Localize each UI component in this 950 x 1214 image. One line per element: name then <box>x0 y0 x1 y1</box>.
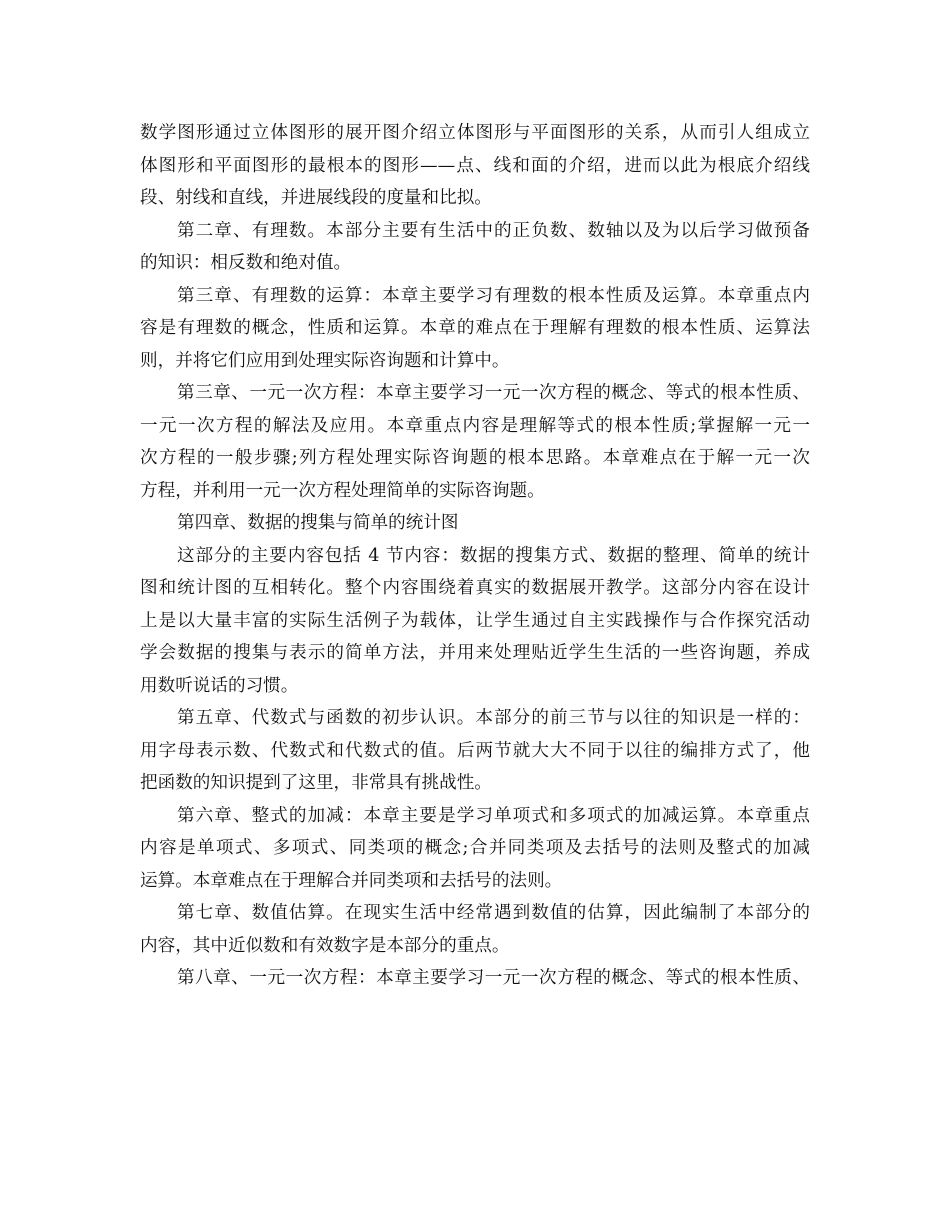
text-line <box>140 345 810 378</box>
text-line-content: 第七章、数值估算。在现实生活中经常遇到数值的估算，因此编制了本部分的 <box>177 903 810 923</box>
text-line <box>140 962 810 995</box>
text-line-content: 内容是单项式、多项式、同类项的概念;合并同类项及去括号的法则及整式的加减 <box>140 838 810 858</box>
text-line-content: 则，并将它们应用到处理实际咨询题和计算中。 <box>140 350 510 371</box>
text-line-content: 学会数据的搜集与表示的简单方法，并用来处理贴近学生生活的一些咨询题，养成 <box>140 643 810 663</box>
text-line-content: 上是以大量丰富的实际生活例子为载体，让学生通过自主实践操作与合作探究活动 <box>140 610 810 631</box>
text-line <box>140 767 810 800</box>
text-line <box>140 637 810 670</box>
text-line-content: 这部分的主要内容包括 4 节内容：数据的搜集方式、数据的整理、简单的统计 <box>177 545 810 566</box>
text-line <box>140 897 810 930</box>
text-line-content: 内容，其中近似数和有效数字是本部分的重点。 <box>140 935 510 956</box>
text-line-content: 第三章、一元一次方程：本章主要学习一元一次方程的概念、等式的根本性质、 <box>177 383 810 403</box>
text-line-content: 次方程的一般步骤;列方程处理实际咨询题的根本思路。本章难点在于解一元一次 <box>140 448 810 468</box>
text-line-content: 把函数的知识提到了这里，非常具有挑战性。 <box>140 773 492 793</box>
text-line <box>140 150 810 183</box>
text-line-content: 第五章、代数式与函数的初步认识。本部分的前三节与以往的知识是一样的： <box>177 708 810 728</box>
text-line <box>140 865 810 898</box>
text-line <box>140 540 810 573</box>
text-line-content: 一元一次方程的解法及应用。本章重点内容是理解等式的根本性质;掌握解一元一 <box>140 415 810 436</box>
text-line <box>140 182 810 215</box>
text-line-content: 用字母表示数、代数式和代数式的值。后两节就大大不同于以往的编排方式了，他 <box>140 740 810 761</box>
text-line-content: 的知识：相反数和绝对值。 <box>140 253 352 273</box>
text-line <box>140 670 810 703</box>
text-line-content: 第四章、数据的搜集与简单的统计图 <box>177 513 459 533</box>
text-line-content: 运算。本章难点在于理解合并同类项和去括号的法则。 <box>140 870 563 891</box>
text-line <box>140 280 810 313</box>
text-line-content: 第八章、一元一次方程：本章主要学习一元一次方程的概念、等式的根本性质、 <box>177 968 810 988</box>
text-line <box>140 247 810 280</box>
text-line <box>140 442 810 475</box>
text-line-content: 方程，并利用一元一次方程处理简单的实际咨询题。 <box>140 480 545 501</box>
text-line-content: 第三章、有理数的运算：本章主要学习有理数的根本性质及运算。本章重点内 <box>177 285 810 306</box>
text-line <box>140 702 810 735</box>
text-line <box>140 800 810 833</box>
text-line-content: 第二章、有理数。本部分主要有生活中的正负数、数轴以及为以后学习做预备 <box>177 220 810 241</box>
text-line <box>140 930 810 963</box>
text-line <box>140 117 810 150</box>
text-line <box>140 507 810 540</box>
text-line <box>140 735 810 768</box>
text-line <box>140 312 810 345</box>
text-line <box>140 215 810 248</box>
text-line-content: 第六章、整式的加减：本章主要是学习单项式和多项式的加减运算。本章重点 <box>177 805 810 826</box>
text-line-content: 数学图形通过立体图形的展开图介绍立体图形与平面图形的关系，从而引人组成立 <box>140 123 810 143</box>
text-line <box>140 475 810 508</box>
text-line-content: 图和统计图的互相转化。整个内容围绕着真实的数据展开教学。这部分内容在设计 <box>140 578 810 598</box>
text-line-content: 用数听说话的习惯。 <box>140 675 299 696</box>
text-line <box>140 832 810 865</box>
text-line <box>140 410 810 443</box>
text-line-content: 体图形和平面图形的最根本的图形——点、线和面的介绍，进而以此为根底介绍线 <box>140 155 810 176</box>
text-line <box>140 572 810 605</box>
text-line <box>140 377 810 410</box>
text-line-content: 段、射线和直线，并进展线段的度量和比拟。 <box>140 188 492 208</box>
document-body <box>140 117 810 995</box>
text-line-content: 容是有理数的概念，性质和运算。本章的难点在于理解有理数的根本性质、运算法 <box>140 318 810 338</box>
text-line <box>140 605 810 638</box>
